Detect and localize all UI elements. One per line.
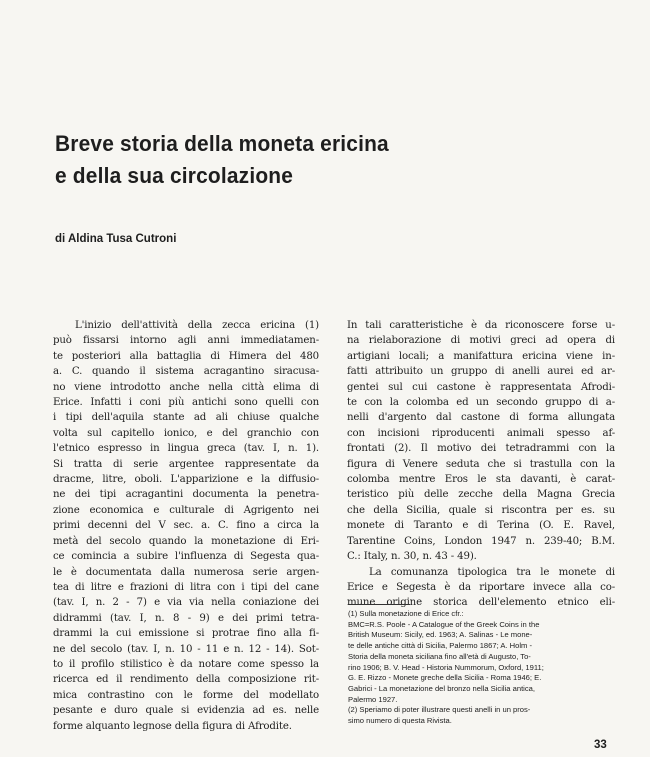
page-number: 33 [594, 739, 607, 751]
body-text-line: mica contrastino con le forme del modellato [53, 689, 319, 701]
body-text-line: La comunanza tipologica tra le monete di [369, 566, 615, 578]
body-text-line: dracme, litre, oboli. L'apparizione e la diffusio- [53, 474, 319, 486]
footnote-line: rino 1906; B. V. Head - Historia Nummorum, Oxford, 1911; [348, 662, 544, 672]
footnote-divider [348, 604, 410, 605]
footnote-line: (2) Speriamo di poter illustrare questi anelli in un pros- [348, 705, 531, 715]
body-text-line: Si tratta di serie argentee rappresentate da [53, 458, 319, 470]
body-text-line: ne dei tipi acragantini documenta la penetra- [53, 489, 319, 501]
body-text-line: i tipi dell'aquila stante ad ali chiuse qualche [53, 412, 319, 424]
body-text-line: volta sul capitello ionico, e del granchio con [53, 427, 319, 439]
body-text-line: drammi la cui emissione si protrae fino alla fi- [53, 628, 319, 640]
body-text-line: gentei sul cui castone è rappresentata Afrodi- [347, 381, 615, 393]
footnotes [348, 609, 613, 727]
body-text-line: colomba mentre Eros le sta davanti, è carat- [347, 474, 615, 486]
footnote-line: British Museum: Sicily, ed. 1963; A. Salinas - Le mone- [348, 630, 533, 640]
body-text-line: monete di Taranto e di Terina (O. E. Ravel, [347, 520, 615, 532]
footnote-line: (1) Sulla monetazione di Erice cfr.: [348, 609, 464, 618]
body-text-line: In tali caratteristiche è da riconoscere forse u- [347, 320, 615, 331]
body-text-line: Erice e Segesta è da riportare invece alla co- [347, 581, 615, 593]
body-text-line: Erice. Infatti i coni più antichi sono quelli con [53, 397, 319, 409]
body-text-line: ce comincia a subire l'influenza di Segesta qua- [53, 551, 319, 563]
title-line-1: Breve storia della moneta ericina [55, 131, 389, 156]
footnote-line: Storia della moneta siciliana fino all'età di Augusto, To- [348, 651, 531, 661]
body-text-line: ricerca ed il rendimento della composizione rit- [53, 674, 319, 686]
body-text-line: pesante e duro quale si evidenzia ad es. nelle [53, 705, 319, 717]
body-text-line: metà del secolo quando la monetazione di Eri- [53, 535, 319, 547]
body-text-line: primi decenni del V sec. a. C. fino a circa la [53, 520, 319, 532]
footnote-line: Gabrici - La monetazione del bronzo nella Sicilia antica, [348, 683, 535, 693]
title-line-2: e della sua circolazione [55, 163, 294, 188]
body-text-line: forme alquanto legnose della figura di Afrodite. [53, 720, 292, 732]
body-text-line: ne del secolo (tav. I, n. 10 - 11 e n. 12 - 14). Sot- [53, 643, 319, 655]
body-text-line: L'inizio dell'attività della zecca ericina (1) [75, 320, 319, 331]
left-column [53, 318, 319, 734]
body-text-line: con incisioni riproducenti animali spesso af- [347, 427, 615, 439]
body-text-line: le è documentata dalla numerosa serie argen- [53, 566, 319, 578]
footnote-line: G. E. Rizzo - Monete greche della Sicilia - Roma 1946; E. [348, 673, 542, 683]
body-text-line: na rielaborazione di motivi greci ad opera di [347, 335, 615, 347]
body-text-line: tea di litre e frazioni di litra con i tipi del cane [53, 581, 319, 593]
author-byline: di Aldina Tusa Cutroni [55, 233, 177, 245]
body-text-line: può fissarsi intorno agli anni immediatamen- [53, 335, 319, 347]
body-text-line: (tav. I, n. 2 - 7) e via via nella coniazione dei [53, 597, 319, 609]
body-text-line: a. C. quando il sistema acragantino siracusa- [53, 366, 319, 378]
body-text-line: figura di Venere seduta che si trastulla con la [347, 458, 615, 470]
footnote-line: Palermo 1927. [348, 694, 398, 704]
body-text-line: teristico più delle zecche della Magna Grecia [347, 489, 615, 501]
footnote-line: te delle antiche città di Sicilia, Palermo 1867; A. Holm - [348, 641, 533, 651]
body-text-line: te con la colomba ed un secondo gruppo di a- [347, 397, 615, 409]
body-text-line: C.: Italy, n. 30, n. 43 - 49). [347, 551, 477, 563]
body-text-line: che della Sicilia, quale si riscontra per es. su [347, 504, 615, 516]
body-text-line: didrammi (tav. I, n. 8 - 9) e dei primi tetra- [53, 612, 319, 624]
body-text-line: zione economica e culturale di Agrigento nei [53, 504, 319, 516]
body-text-line: te posteriori alla battaglia di Himera del 480 [53, 350, 319, 362]
body-text-line: mune origine storica dell'elemento etnico eli- [347, 597, 615, 609]
body-text-line: nelli d'argento dal castone di forma allungata [347, 412, 615, 424]
right-column [347, 318, 615, 611]
footnote-line: simo numero di questa Rivista. [348, 716, 452, 726]
body-text-line: l'etnico espresso in lingua greca (tav. I, n. 1). [53, 443, 319, 455]
body-text-line: artigiani locali; a manifattura ericina viene in- [347, 350, 615, 362]
body-text-line: fatti attribuito un gruppo di anelli aurei ed ar- [347, 366, 615, 378]
body-text-line: to il profilo stilistico è da notare come spesso la [53, 658, 319, 670]
article-title [55, 128, 530, 192]
body-text-line: no viene introdotto anche nella città elima di [53, 381, 319, 393]
footnote-line: BMC=R.S. Poole - A Catalogue of the Greek Coins in the [348, 619, 540, 629]
body-text-line: frontati (2). Il motivo dei tetradrammi con la [347, 443, 615, 455]
body-text-line: Tarentine Coins, London 1947 n. 239-40; B.M. [347, 535, 615, 547]
